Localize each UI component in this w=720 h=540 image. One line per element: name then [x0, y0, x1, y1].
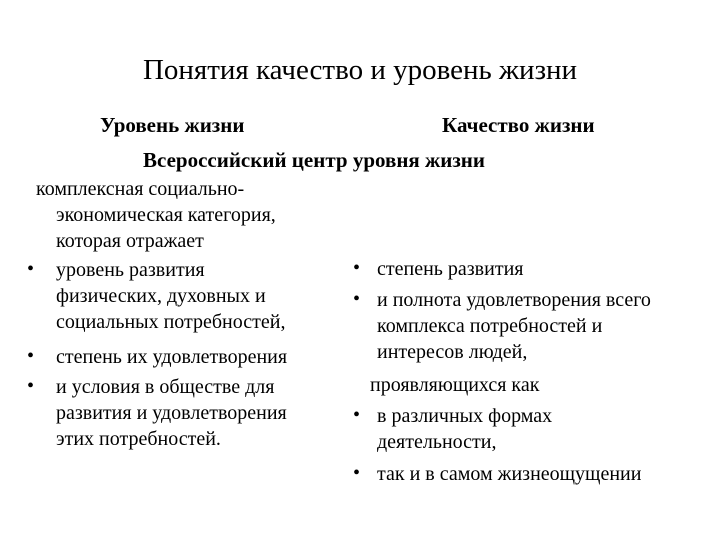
bullet-marker: • [27, 345, 35, 367]
left-item-line: степень их удовлетворения [56, 346, 288, 368]
bullet-marker: • [27, 258, 35, 280]
right-item-line: так и в самом жизнеощущении [377, 463, 642, 485]
bullet-marker: • [353, 462, 361, 484]
left-item-line: физических, духовных и [56, 285, 266, 307]
right-item-line: деятельности, [377, 431, 497, 453]
slide-title: Понятия качество и уровень жизни [142, 54, 578, 86]
bullet-marker: • [353, 257, 361, 279]
left-column-heading: Уровень жизни [100, 113, 245, 137]
right-column-heading: Качество жизни [442, 113, 595, 137]
right-item-line: проявляющихся как [370, 374, 540, 396]
right-item-line: в различных формах [377, 405, 553, 427]
left-item-line: социальных потребностей, [56, 311, 286, 333]
left-item-line: развития и удовлетворения [56, 402, 287, 424]
right-item-line: и полнота удовлетворения всего [377, 289, 651, 311]
left-intro-line: которая отражает [56, 230, 204, 252]
left-item-line: и условия в обществе для [56, 376, 275, 398]
right-item-line: комплекса потребностей и [377, 315, 603, 337]
bullet-marker: • [353, 404, 361, 426]
left-intro-line: экономическая категория, [56, 204, 276, 226]
source-subheading: Всероссийский центр уровня жизни [143, 148, 485, 172]
left-intro-line: комплексная социально- [36, 178, 245, 200]
bullet-marker: • [353, 288, 361, 310]
left-item-line: этих потребностей. [56, 428, 221, 450]
right-item-line: степень развития [377, 258, 524, 280]
right-item-line: интересов людей, [377, 341, 528, 363]
bullet-marker: • [27, 375, 35, 397]
left-item-line: уровень развития [56, 259, 205, 281]
